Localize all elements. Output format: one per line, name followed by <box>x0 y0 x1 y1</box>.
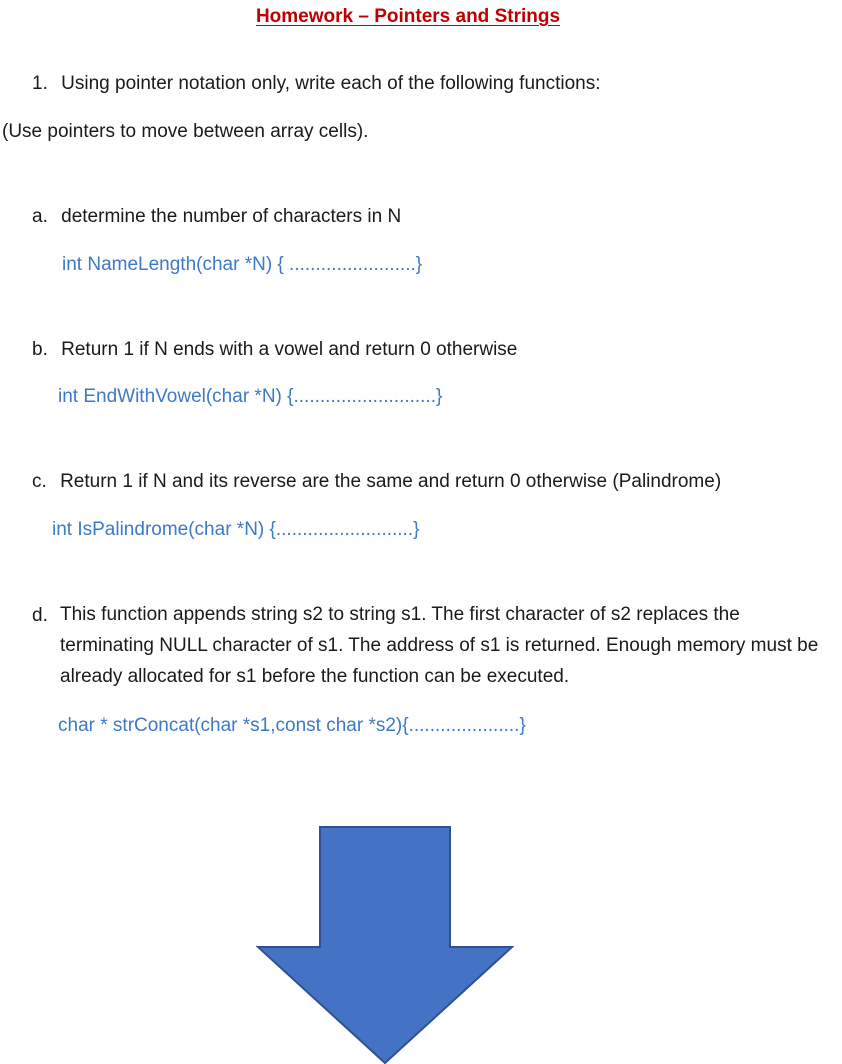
item-c-text: Return 1 if N and its reverse are the same and return 0 otherwise (Palindrome) <box>60 471 722 492</box>
question-1-note: (Use pointers to move between array cells). <box>2 121 369 142</box>
item-d-text: This function appends string s2 to string s1. The first character of s2 replaces the terminating NULL character of s1. The address of s1 is returned. Enough memory must be already allocated for s1 before the function can be executed. <box>60 604 819 687</box>
item-b-code: int EndWithVowel(char *N) {...........................} <box>58 386 443 407</box>
item-a-code: int NameLength(char *N) { ........................} <box>62 254 423 275</box>
page-title: Homework – Pointers and Strings <box>255 6 561 27</box>
item-d-letter: d. <box>32 605 48 626</box>
item-a <box>32 206 401 228</box>
item-c-letter: c. <box>32 471 47 492</box>
item-a-letter: a. <box>32 206 48 227</box>
item-d-code: char * strConcat(char *s1,const char *s2){.....................} <box>58 715 526 736</box>
question-1-number: 1. <box>32 73 48 94</box>
question-1-text: Using pointer notation only, write each of the following functions: <box>61 73 601 94</box>
item-c <box>32 471 721 493</box>
item-b-letter: b. <box>32 339 48 360</box>
item-b <box>32 339 517 361</box>
item-b-text: Return 1 if N ends with a vowel and return 0 otherwise <box>61 339 518 360</box>
item-c-code: int IsPalindrome(char *N) {..........................} <box>52 519 420 540</box>
item-a-text: determine the number of characters in N <box>61 206 402 227</box>
down-arrow-icon <box>256 826 514 1064</box>
question-1 <box>32 73 601 95</box>
